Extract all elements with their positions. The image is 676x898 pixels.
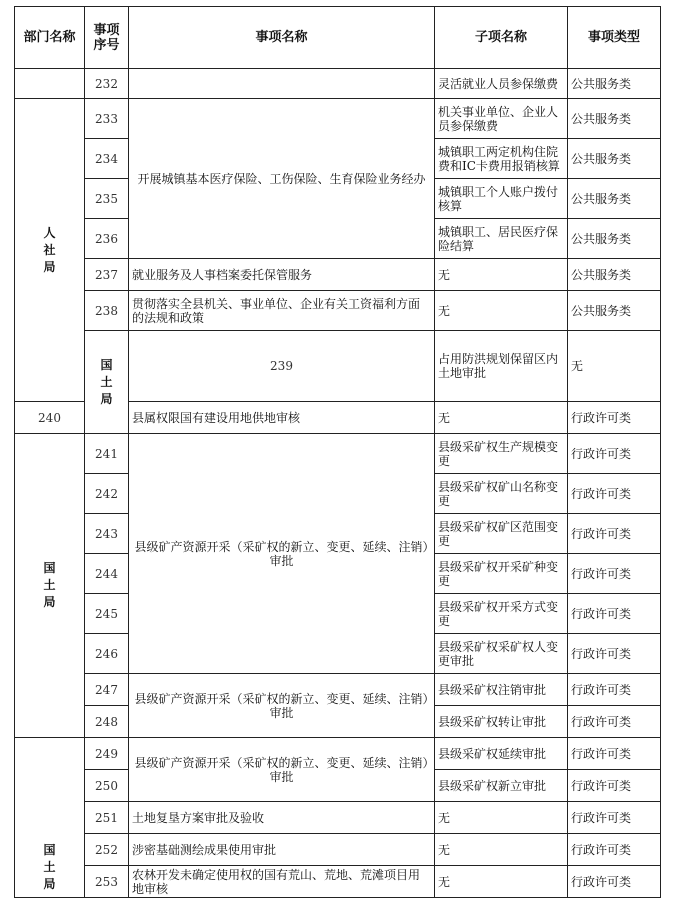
- item-type: 公共服务类: [568, 139, 661, 179]
- row-number: 252: [85, 834, 129, 866]
- row-number: 237: [85, 259, 129, 291]
- table-row: [15, 738, 661, 770]
- row-number: 246: [85, 634, 129, 674]
- row-number: 233: [85, 99, 129, 139]
- item-type: 行政许可类: [568, 674, 661, 706]
- dept-cell: 国土局: [85, 331, 129, 434]
- item-type: 公共服务类: [568, 69, 661, 99]
- item-type: 公共服务类: [568, 99, 661, 139]
- dept-cell: 国土局: [15, 434, 85, 738]
- item-type: 行政许可类: [568, 474, 661, 514]
- sub-item-name: 无: [435, 802, 568, 834]
- sub-item-name: 机关事业单位、企业人员参保缴费: [435, 99, 568, 139]
- row-number: 253: [85, 866, 129, 898]
- table-row: [15, 834, 661, 866]
- sub-item-name: 灵活就业人员参保缴费: [435, 69, 568, 99]
- row-number: 240: [15, 402, 85, 434]
- item-type: 行政许可类: [568, 706, 661, 738]
- item-name: 农林开发未确定使用权的国有荒山、荒地、荒滩项目用地审核: [129, 866, 435, 898]
- item-type: 行政许可类: [568, 594, 661, 634]
- sub-item-name: 县级采矿权矿区范围变更: [435, 514, 568, 554]
- sub-item-name: 无: [435, 866, 568, 898]
- item-name: 贯彻落实全县机关、事业单位、企业有关工资福利方面的法规和政策: [129, 291, 435, 331]
- row-number: 232: [85, 69, 129, 99]
- row-number: 234: [85, 139, 129, 179]
- item-name: 就业服务及人事档案委托保管服务: [129, 259, 435, 291]
- item-type: 行政许可类: [568, 770, 661, 802]
- row-number: 244: [85, 554, 129, 594]
- item-type: 行政许可类: [568, 802, 661, 834]
- item-type: 行政许可类: [568, 434, 661, 474]
- item-name: 占用防洪规划保留区内土地审批: [435, 331, 568, 402]
- item-type: 公共服务类: [568, 259, 661, 291]
- row-number: 242: [85, 474, 129, 514]
- row-number: 245: [85, 594, 129, 634]
- row-number: 248: [85, 706, 129, 738]
- service-items-table: [14, 6, 661, 898]
- table-header-row: [15, 7, 661, 69]
- row-number: 247: [85, 674, 129, 706]
- row-number: 235: [85, 179, 129, 219]
- item-type: 行政许可类: [568, 402, 661, 434]
- dept-cell: 国土局: [15, 738, 85, 898]
- sub-item-name: 城镇职工两定机构住院费和IC卡费用报销核算: [435, 139, 568, 179]
- sub-item-name: 无: [568, 331, 661, 402]
- header-seq: 事项序号: [85, 7, 129, 69]
- sub-item-name: 县级采矿权开采方式变更: [435, 594, 568, 634]
- item-type: 行政许可类: [568, 738, 661, 770]
- row-number: 250: [85, 770, 129, 802]
- header-item: 事项名称: [129, 7, 435, 69]
- item-type: 公共服务类: [568, 219, 661, 259]
- item-name: 县属权限国有建设用地供地审核: [129, 402, 435, 434]
- row-number: 238: [85, 291, 129, 331]
- sub-item-name: 县级采矿权采矿权人变更审批: [435, 634, 568, 674]
- table-row: [15, 69, 661, 99]
- item-type: 行政许可类: [568, 834, 661, 866]
- sub-item-name: 县级采矿权开采矿种变更: [435, 554, 568, 594]
- header-dept: 部门名称: [15, 7, 85, 69]
- sub-item-name: 县级采矿权新立审批: [435, 770, 568, 802]
- sub-item-name: 无: [435, 291, 568, 331]
- row-number: 251: [85, 802, 129, 834]
- item-type: 公共服务类: [568, 291, 661, 331]
- item-name: 土地复垦方案审批及验收: [129, 802, 435, 834]
- item-type: 行政许可类: [568, 634, 661, 674]
- sub-item-name: 城镇职工个人账户拨付核算: [435, 179, 568, 219]
- item-name: 县级矿产资源开采（采矿权的新立、变更、延续、注销）审批: [129, 674, 435, 738]
- item-name: 县级矿产资源开采（采矿权的新立、变更、延续、注销）审批: [129, 738, 435, 802]
- table-row: [15, 259, 661, 291]
- table-row: [15, 866, 661, 898]
- table-row: [15, 802, 661, 834]
- item-name: 县级矿产资源开采（采矿权的新立、变更、延续、注销）审批: [129, 434, 435, 674]
- row-number: 249: [85, 738, 129, 770]
- row-number: 241: [85, 434, 129, 474]
- sub-item-name: 无: [435, 259, 568, 291]
- table-row: [15, 99, 661, 139]
- item-name: 涉密基础测绘成果使用审批: [129, 834, 435, 866]
- dept-cell: 人社局: [15, 99, 85, 402]
- sub-item-name: 县级采矿权矿山名称变更: [435, 474, 568, 514]
- item-type: 公共服务类: [568, 179, 661, 219]
- sub-item-name: 县级采矿权生产规模变更: [435, 434, 568, 474]
- table-row: [15, 331, 661, 402]
- dept-cell-empty: [15, 69, 85, 99]
- table-row: [15, 434, 661, 474]
- sub-item-name: 县级采矿权注销审批: [435, 674, 568, 706]
- sub-item-name: 无: [435, 834, 568, 866]
- item-type: 行政许可类: [568, 554, 661, 594]
- row-number: 243: [85, 514, 129, 554]
- row-number: 236: [85, 219, 129, 259]
- sub-item-name: 县级采矿权转让审批: [435, 706, 568, 738]
- item-type: 行政许可类: [568, 514, 661, 554]
- item-name-empty: [129, 69, 435, 99]
- sub-item-name: 城镇职工、居民医疗保险结算: [435, 219, 568, 259]
- header-sub: 子项名称: [435, 7, 568, 69]
- item-name: 开展城镇基本医疗保险、工伤保险、生育保险业务经办: [129, 99, 435, 259]
- table-row: [15, 674, 661, 706]
- table-row: [15, 291, 661, 331]
- header-type: 事项类型: [568, 7, 661, 69]
- item-type: 行政许可类: [568, 866, 661, 898]
- sub-item-name: 县级采矿权延续审批: [435, 738, 568, 770]
- sub-item-name: 无: [435, 402, 568, 434]
- row-number: 239: [129, 331, 435, 402]
